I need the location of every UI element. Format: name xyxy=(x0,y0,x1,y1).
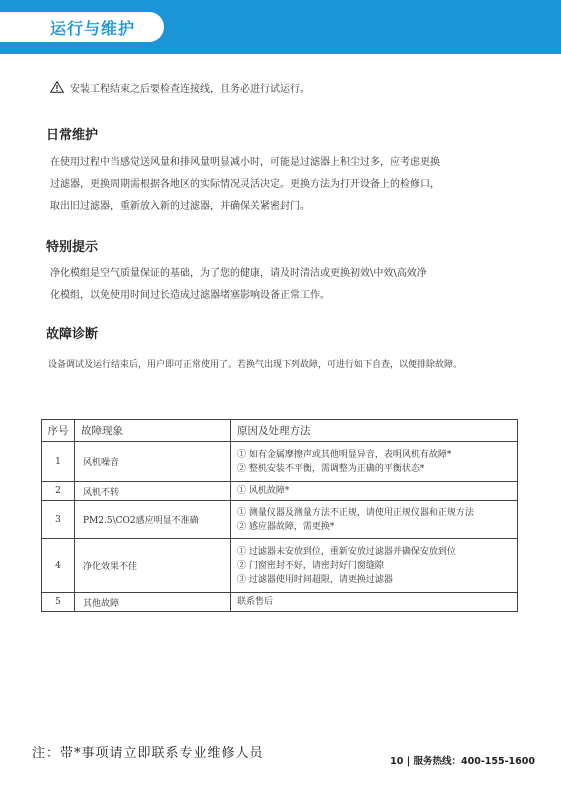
table-row xyxy=(42,593,518,612)
cause-line: ② 整机安装不平衡，需调整为正确的平衡状态* xyxy=(237,463,425,474)
row-number: 5 xyxy=(42,593,75,612)
row-number: 4 xyxy=(42,539,75,593)
table-row xyxy=(42,482,518,501)
paragraph-line: 取出旧过滤器，重新放入新的过滤器，并确保关紧密封门。 xyxy=(50,201,310,212)
cause-line: 联系售后 xyxy=(237,597,274,607)
paragraph-line: 在使用过程中当感觉送风量和排风量明显减小时，可能是过滤器上积尘过多，应考虑更换 xyxy=(50,157,440,168)
row-causes xyxy=(231,539,518,593)
section-title-daily: 日常维护 xyxy=(46,128,99,143)
cause-line: ③ 过滤器使用时间超限，请更换过滤器 xyxy=(237,574,393,585)
cause-line: ① 过滤器未安放到位，重新安放过滤器并确保安放到位 xyxy=(237,546,456,557)
header-symptom: 故障现象 xyxy=(75,420,231,442)
cause-line: ② 门窗密封不好，请密封好门窗缝隙 xyxy=(237,560,384,571)
cause-line: ① 测量仪器及测量方法不正规，请使用正规仪器和正规方法 xyxy=(237,507,474,518)
paragraph-line: 化模组，以免使用时间过长造成过滤器堵塞影响设备正常工作。 xyxy=(50,290,330,301)
row-symptom: 净化效果不佳 xyxy=(75,539,231,593)
page-title: 运行与维护 xyxy=(50,19,136,38)
maintenance-note: 注：带*事项请立即联系专业维修人员 xyxy=(32,746,264,761)
row-causes xyxy=(231,593,518,612)
row-symptom: 其他故障 xyxy=(75,593,231,612)
table-row xyxy=(42,442,518,482)
warning-line xyxy=(50,80,310,95)
footer-separator: | xyxy=(406,756,411,767)
row-symptom: 风机不转 xyxy=(75,482,231,501)
fault-table xyxy=(41,419,518,612)
row-symptom: PM2.5\CO2感应明显不准确 xyxy=(75,501,231,539)
table-header-row xyxy=(42,420,518,442)
warning-text: 安装工程结束之后要检查连接线，且务必进行试运行。 xyxy=(70,84,310,95)
row-causes xyxy=(231,501,518,539)
section-title-special: 特别提示 xyxy=(46,240,99,255)
header-bar xyxy=(0,0,561,54)
table-row xyxy=(42,501,518,539)
table-row xyxy=(42,539,518,593)
header-title-tab xyxy=(0,12,164,42)
warning-triangle-icon xyxy=(50,81,64,93)
header-number: 序号 xyxy=(42,420,75,442)
section-title-diagnosis: 故障诊断 xyxy=(46,327,99,342)
cause-line: ① 如有金属摩擦声或其他明显异音，表明风机有故障* xyxy=(237,449,452,460)
service-hotline: 服务热线：400-155-1600 xyxy=(413,756,535,767)
cause-line: ② 感应器故障，需更换* xyxy=(237,521,335,532)
paragraph-line: 净化模组是空气质量保证的基础，为了您的健康，请及时清洁或更换初效\中效\高效净 xyxy=(50,268,427,279)
row-causes xyxy=(231,482,518,501)
row-number: 1 xyxy=(42,442,75,482)
page-footer xyxy=(390,753,535,767)
daily-maintenance-text xyxy=(50,152,520,218)
diagnosis-intro: 设备调试及运行结束后，用户即可正常使用了。若换气出现下列故障，可进行如下自查，以便排除故障。 xyxy=(48,360,463,370)
cause-line: ① 风机故障* xyxy=(237,486,290,496)
special-notice-text xyxy=(50,263,520,307)
paragraph-line: 过滤器，更换周期需根据各地区的实际情况灵活决定。更换方法为打开设备上的检修口， xyxy=(50,179,440,190)
row-symptom: 风机噪音 xyxy=(75,442,231,482)
page-number: 10 xyxy=(390,756,404,767)
row-number: 2 xyxy=(42,482,75,501)
row-number: 3 xyxy=(42,501,75,539)
header-causes: 原因及处理方法 xyxy=(231,420,518,442)
row-causes xyxy=(231,442,518,482)
